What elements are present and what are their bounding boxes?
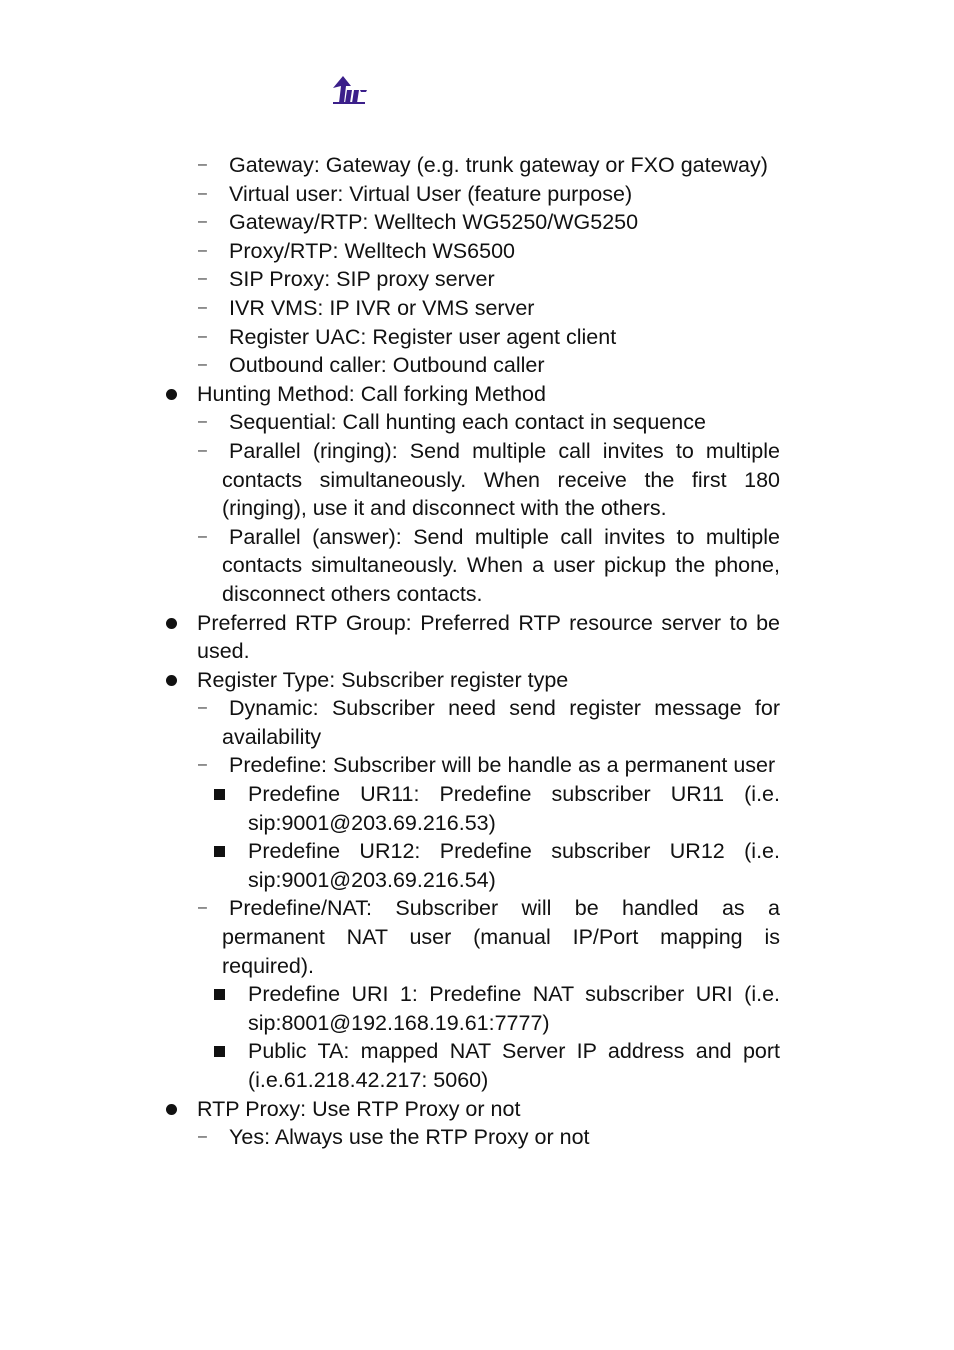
round-bullet-icon <box>166 1104 177 1115</box>
dash-item <box>160 265 780 294</box>
item-text: RTP Proxy: Use RTP Proxy or not <box>197 1096 521 1121</box>
company-logo-icon <box>331 76 371 108</box>
dash-bullet-icon: – <box>198 270 207 288</box>
dash-bullet-icon: – <box>198 356 207 374</box>
dash-item <box>160 1123 780 1152</box>
dash-bullet-icon: – <box>198 298 207 316</box>
item-text: IVR VMS: IP IVR or VMS server <box>229 295 535 320</box>
item-text: Predefine: Subscriber will be handle as a permanent user <box>229 753 776 778</box>
round-bullet-icon <box>166 675 177 686</box>
dash-item <box>160 351 780 380</box>
dash-bullet-icon: – <box>198 899 207 917</box>
item-text: Predefine UR11: Predefine subscriber UR11 (i.e. sip:9001@203.69.216.53) <box>248 782 780 835</box>
square-bullet-item <box>160 837 780 894</box>
square-bullet-item <box>160 780 780 837</box>
item-text: Register Type: Subscriber register type <box>197 667 569 692</box>
round-bullet-icon <box>166 389 177 400</box>
bullet-item <box>160 1095 780 1124</box>
dash-bullet-icon: – <box>198 756 207 774</box>
round-bullet-icon <box>166 618 177 629</box>
square-bullet-icon <box>214 846 225 857</box>
dash-item <box>160 294 780 323</box>
item-text: Sequential: Call hunting each contact in sequence <box>229 410 706 435</box>
dash-item <box>160 751 780 780</box>
dash-item <box>160 180 780 209</box>
item-text: Proxy/RTP: Welltech WS6500 <box>229 238 515 263</box>
item-text: Public TA: mapped NAT Server IP address and port (i.e.61.218.42.217: 5060) <box>248 1039 780 1092</box>
dash-item <box>160 237 780 266</box>
dash-bullet-icon: – <box>198 241 207 259</box>
square-bullet-icon <box>214 1046 225 1057</box>
item-text: Gateway: Gateway (e.g. trunk gateway or FXO gateway) <box>229 153 768 177</box>
item-text: Outbound caller: Outbound caller <box>229 353 545 378</box>
item-text: Yes: Always use the RTP Proxy or not <box>229 1125 590 1150</box>
item-text: Predefine/NAT: Subscriber will be handled as a permanent NAT user (manual IP/Port mapping is required). <box>222 896 780 978</box>
square-bullet-item <box>160 1037 780 1094</box>
item-text: SIP Proxy: SIP proxy server <box>229 267 495 292</box>
dash-item <box>160 323 780 352</box>
dash-item <box>160 694 780 751</box>
item-text: Dynamic: Subscriber need send register message for availability <box>222 696 780 749</box>
dash-bullet-icon: – <box>198 327 207 345</box>
item-text: Predefine UR12: Predefine subscriber UR12 (i.e. sip:9001@203.69.216.54) <box>248 839 780 892</box>
item-text: Preferred RTP Group: Preferred RTP resource server to be used. <box>197 610 780 664</box>
dash-item <box>160 151 780 180</box>
dash-bullet-icon: – <box>198 184 207 202</box>
bullet-item <box>160 380 780 409</box>
item-text: Hunting Method: Call forking Method <box>197 381 546 406</box>
document-body <box>160 151 780 1152</box>
bullet-item <box>160 666 780 695</box>
dash-item <box>160 408 780 437</box>
item-text: Gateway/RTP: Welltech WG5250/WG5250 <box>229 210 639 235</box>
item-text: Virtual user: Virtual User (feature purpose) <box>229 181 633 206</box>
item-text: Register UAC: Register user agent client <box>229 324 617 349</box>
dash-bullet-icon: – <box>198 699 207 717</box>
dash-bullet-icon: – <box>198 413 207 431</box>
dash-item <box>160 523 780 609</box>
dash-bullet-icon: – <box>198 1128 207 1146</box>
dash-bullet-icon: – <box>198 156 207 173</box>
square-bullet-icon <box>214 989 225 1000</box>
dash-bullet-icon: – <box>198 441 207 459</box>
dash-bullet-icon: – <box>198 527 207 545</box>
bullet-item <box>160 609 780 666</box>
item-text: Parallel (answer): Send multiple call invites to multiple contacts simultaneously. When a user pickup the phone, disconnect others contacts. <box>222 524 780 606</box>
dash-item <box>160 437 780 523</box>
dash-bullet-icon: – <box>198 213 207 231</box>
square-bullet-icon <box>214 789 225 800</box>
item-text: Predefine URI 1: Predefine NAT subscriber URI (i.e. sip:8001@192.168.19.61:7777) <box>248 982 780 1035</box>
dash-item <box>160 894 780 980</box>
item-text: Parallel (ringing): Send multiple call invites to multiple contacts simultaneously. When receive the first 180 (ringing), use it and disconnect with the others. <box>222 438 780 521</box>
square-bullet-item <box>160 980 780 1037</box>
dash-item <box>160 208 780 237</box>
